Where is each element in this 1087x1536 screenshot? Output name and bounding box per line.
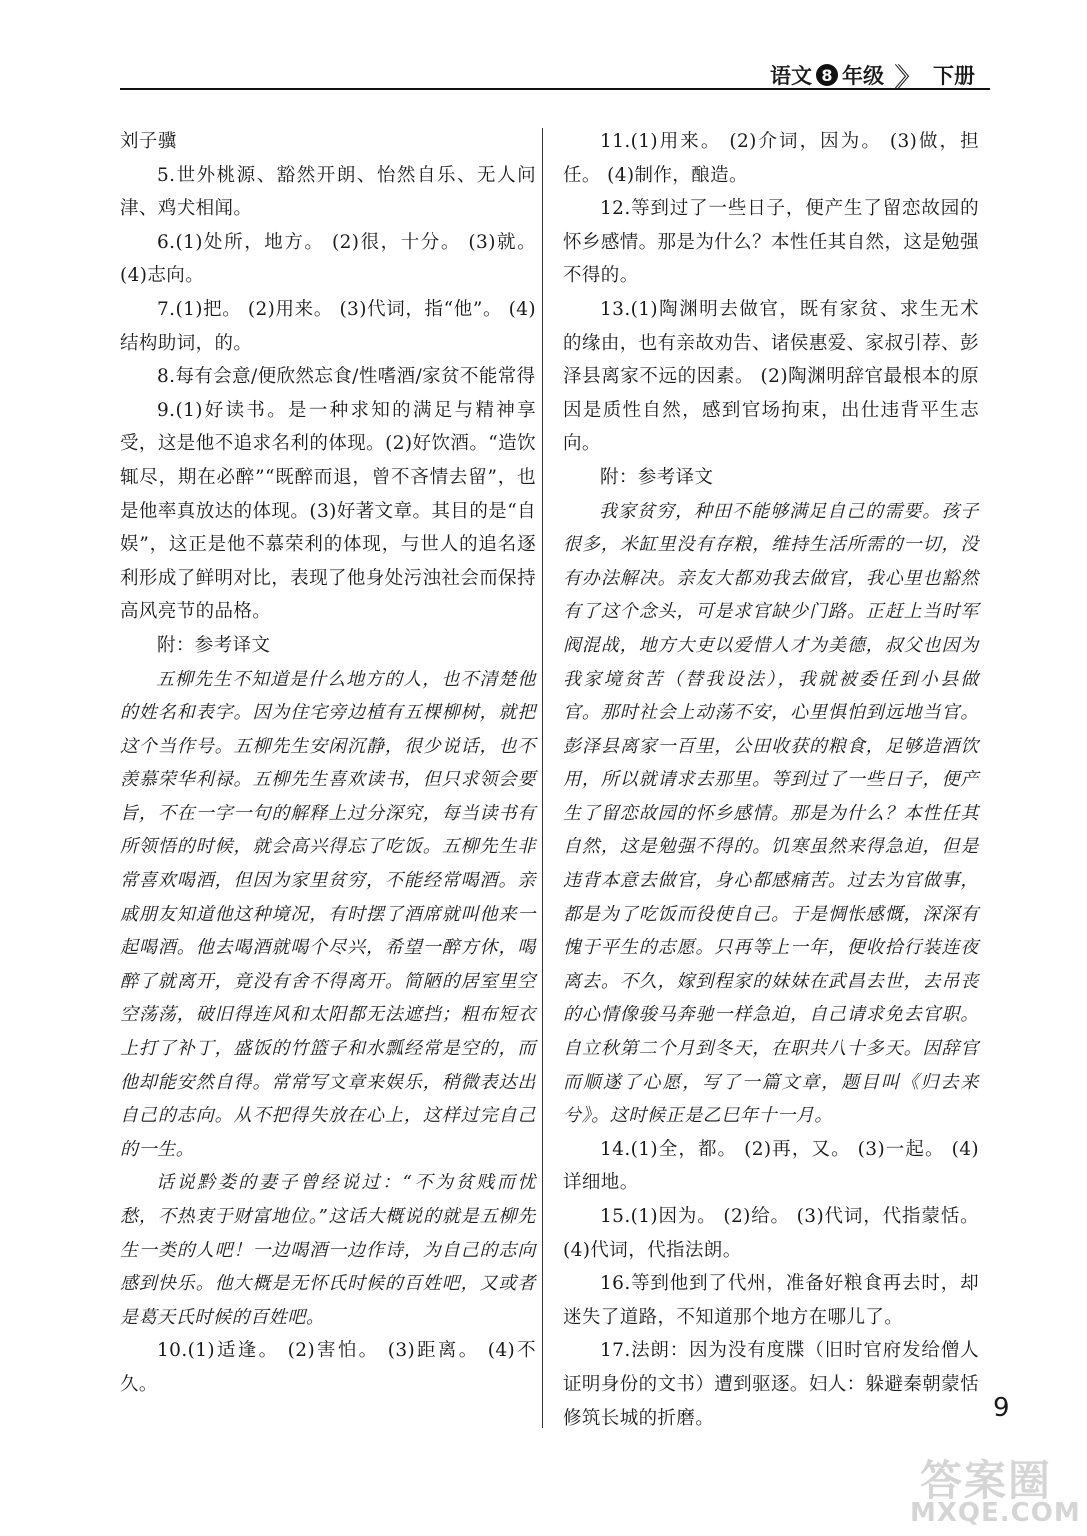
header-grade-suffix: 年级 xyxy=(842,64,884,88)
answer-paragraph: 12.等到过了一些日子，便产生了留恋故园的怀乡感情。那是为什么？本性任其自然，这是勉强不得的。 xyxy=(563,198,979,287)
left-column xyxy=(120,125,536,1402)
translation-paragraph: 我家贫穷，种田不能够满足自己的需要。孩子很多，米缸里没有存粮，维持生活所需的一切，没有办法解决。亲友大都劝我去做官，我心里也豁然有了这个念头，可是求官缺少门路。正赶上当时军阀混战，地方大吏以爱惜人才为美德，叔父也因为我家境贫苦（替我设法），我就被委任到小县做官。那时社会上动荡不安，心里惧怕到远地当官。彭泽县离家一百里，公田收获的粮食，足够造酒饮用，所以就请求去那里。等到过了一些日子，便产生了留恋故园的怀乡感情。那是为什么？本性任其自然，这是勉强不得的。饥寒虽然来得急迫，但是违背本意去做官，身心都感痛苦。过去为官做事，都是为了吃饭而役使自己。于是惆怅感慨，深深有愧于平生的志愿。只再等上一年，便收拾行装连夜离去。不久，嫁到程家的妹妹在武昌去世，去吊丧的心情像骏马奔驰一样急迫，自己请求免去官职。自立秋第二个月到冬天，在职共八十多天。因辞官而顺遂了心愿，写了一篇文章，题目叫《归去来兮》。这时候正是乙巳年十一月。 xyxy=(563,500,979,1127)
watermark-url: MXQE.COM xyxy=(910,1498,1081,1528)
answer-paragraph: 9.(1)好读书。是一种求知的满足与精神享受，这是他不追求名利的体现。(2)好饮酒。“造饮辄尽，期在必醉”“既醉而退，曾不吝情去留”，也是他率真放达的体现。(3)好著文章。其目的是“自娱”，这正是他不慕荣利的体现，与世人的追名逐利形成了鲜明对比，表现了他身处污浊社会而保持高风亮节的品格。 xyxy=(120,399,536,623)
answer-paragraph: 5.世外桃源、豁然开朗、怡然自乐、无人问津、鸡犬相闻。 xyxy=(120,164,536,220)
header-volume: 下册 xyxy=(933,64,976,88)
header-subject: 语文 xyxy=(770,64,812,88)
running-header xyxy=(770,60,985,93)
answer-paragraph: 附：参考译文 xyxy=(157,634,271,656)
watermark-logo: 答案圈 xyxy=(920,1456,1053,1505)
watermark xyxy=(910,1448,1080,1530)
answer-paragraph: 11.(1)用来。 (2)介词，因为。 (3)做，担任。 (4)制作，酿造。 xyxy=(563,131,979,186)
answer-paragraph: 附：参考译文 xyxy=(600,466,714,488)
answer-paragraph: 13.(1)陶渊明去做官，既有家贫、求生无术的缘由，也有亲故劝告、诸侯惠爱、家叔引荐、彭泽县离家不远的因素。 (2)陶渊明辞官最根本的原因是质性自然，感到官场拘束，出仕违背平生志向。 xyxy=(563,298,979,455)
translation-paragraph: 话说黔娄的妻子曾经说过：“不为贫贱而忧愁，不热衷于财富地位。”这话大概说的就是五柳先生一类的人吧！一边喝酒一边作诗，为自己的志向感到快乐。他大概是无怀氏时候的百姓吧，又或者是葛天氏时候的百姓吧。 xyxy=(120,1172,536,1328)
answer-paragraph: 7.(1)把。 (2)用来。 (3)代词，指“他”。 (4)结构助词，的。 xyxy=(120,298,536,354)
double-chevron-icon: 〉〉 xyxy=(894,62,914,93)
answer-paragraph: 15.(1)因为。 (2)给。 (3)代词，代指蒙恬。 (4)代词，代指法朗。 xyxy=(563,1206,979,1261)
translation-paragraph: 五柳先生不知道是什么地方的人，也不清楚他的姓名和表字。因为住宅旁边植有五棵柳树，就把这个当作号。五柳先生安闲沉静，很少说话，也不羡慕荣华利禄。五柳先生喜欢读书，但只求领会要旨，不在一字一句的解释上过分深究，每当读书有所领悟的时候，就会高兴得忘了吃饭。五柳先生非常喜欢喝酒，但因为家里贫穷，不能经常喝酒。亲戚朋友知道他这种境况，有时摆了酒席就叫他来一起喝酒。他去喝酒就喝个尽兴，希望一醉方休，喝醉了就离开，竟没有舍不得离开。简陋的居室里空空荡荡，破旧得连风和太阳都无法遮挡；粗布短衣上打了补丁，盛饭的竹篮子和水瓢经常是空的，而他却能安然自得。常常写文章来娱乐，稍微表达出自己的志向。从不把得失放在心上，这样过完自己的一生。 xyxy=(120,668,536,1160)
answer-paragraph: 8.每有会意/便欣然忘食/性嗜酒/家贫不能常得 xyxy=(157,366,536,388)
right-column xyxy=(563,125,979,1435)
page-number: 9 xyxy=(993,1393,1010,1423)
grade-number-badge: 8 xyxy=(816,64,838,86)
column-divider xyxy=(542,128,543,1428)
answer-paragraph: 10.(1)适逢。 (2)害怕。 (3)距离。 (4)不久。 xyxy=(120,1340,536,1395)
answer-paragraph: 6.(1)处所，地方。 (2)很，十分。 (3)就。 (4)志向。 xyxy=(120,231,536,287)
answer-paragraph: 14.(1)全，都。 (2)再，又。 (3)一起。 (4)详细地。 xyxy=(563,1138,979,1194)
answer-paragraph: 17.法朗：因为没有度牒（旧时官府发给僧人证明身份的文书）遭到驱逐。妇人：躲避秦朝蒙恬修筑长城的折磨。 xyxy=(563,1340,979,1429)
answer-paragraph: 刘子骥 xyxy=(120,131,177,152)
answer-paragraph: 16.等到他到了代州，准备好粮食再去时，却迷失了道路，不知道那个地方在哪儿了。 xyxy=(563,1273,979,1328)
